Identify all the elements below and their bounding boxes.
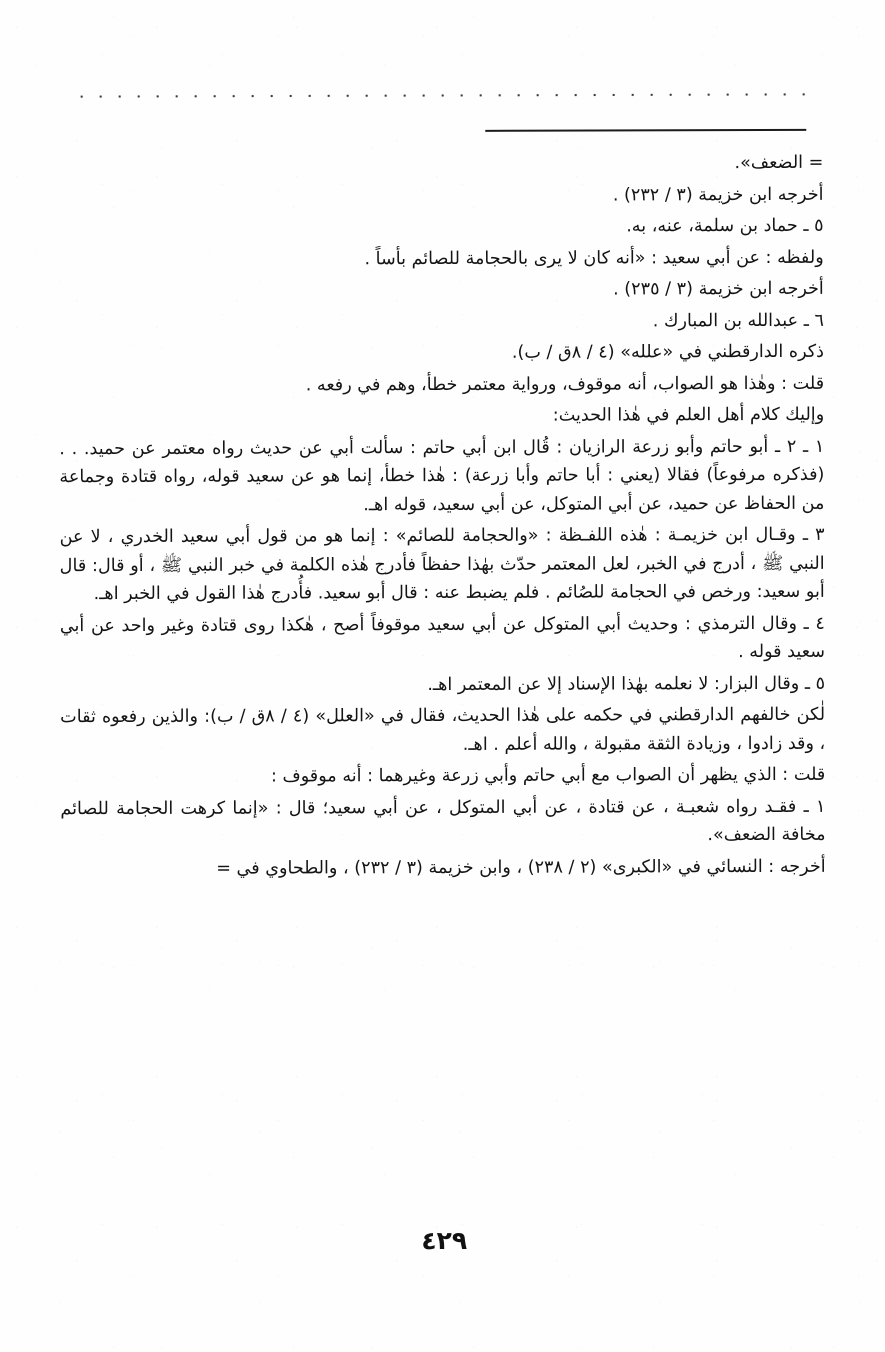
text-line: أخرجه ابن خزيمة (٣ / ٢٣٥) .	[613, 278, 824, 300]
text-line: أخرجه ابن خزيمة (٣ / ٢٣٢) .	[612, 184, 824, 205]
paragraph-item-1-b: ١ ـ فقـد رواه شعبـة ، عن قتادة ، عن أبي المتوكل ، عن أبي سعيد؛ قال : «إنما كرهت الحجامة للصائم مخافة الضعف».	[60, 796, 826, 846]
page-body	[58, 149, 825, 886]
paragraph-note-daraqutni: لٰكن خالفهم الدارقطني في حكمه على هٰذا الحديث، فقال في «العلل» (٤ / ٨ق / ب): والذين رفعوه ثقات ، وقد زادوا ، وزيادة الثقة مقبولة ، والله أعلم . اهـ.	[60, 704, 826, 755]
text-line: ولفظه : عن أبي سعيد : «أنه كان لا يرى بالحجامة للصائم بأساً .	[364, 247, 824, 269]
text-line: = الضعف».	[734, 152, 824, 174]
text-line: قلت : وهٰذا هو الصواب، أنه موقوف، ورواية معتمر خطأ، وهم في رفعه .	[305, 373, 825, 395]
paragraph-item-4: ٤ ـ وقال الترمذي : وحديث أبي المتوكل عن أبي سعيد موقوفاً أصح ، هٰكذا روى قتادة وغير واحد عن أبي سعيد قوله .	[59, 613, 825, 663]
header-dotted-rule	[72, 91, 809, 101]
text-line: ٦ ـ عبدالله بن المبارك .	[652, 310, 824, 331]
header-solid-rule	[485, 129, 806, 132]
text-line: وإليك كلام أهل العلم في هٰذا الحديث:	[552, 404, 825, 426]
paragraph-qultu: قلت : الذي يظهر أن الصواب مع أبي حاتم وأبي زرعة وغيرهما : أنه موقوف :	[270, 764, 826, 787]
page-number: ٤٢٩	[421, 1225, 468, 1256]
paragraph-item-1-2: ١ ـ ٢ ـ أبو حاتم وأبو زرعة الرازيان : قُال ابن أبي حاتم : سألت أبي عن حديث رواه معتمر عن حميد. . . (فذكره مرفوعاً) فقالا (يعني : أبا حاتم وأبا زرعة) : هٰذا خطأ، إنما هو عن سعيد قوله، رواه قتادة وجماعة من الحفاظ عن حميد، عن أبي المتوكل، عن أبي سعيد، قوله اهـ.	[59, 436, 825, 515]
paragraph-item-3: ٣ ـ وقـال ابن خزيمـة : هٰذه اللفـظة : «والحجامة للصائم» : إنما هو من قول أبي سعيد الخدري ، لا عن النبي ﷺ ، أدرج في الخبر، لعل المعتمر حدّث بهٰذا حفظاً فأدرج هٰذه الكلمة في خبر النبي ﷺ ، أو قال: قال أبو سعيد: ورخص في الحجامة للصُائم . فلم يضبط عنه : قال أبو سعيد. فأُدرج هٰذا القول في الخبر اهـ.	[59, 524, 825, 605]
text-line: ٥ ـ حماد بن سلمة، عنه، به.	[626, 215, 824, 237]
paragraph-item-5: ٥ ـ وقال البزار: لا نعلمه بهٰذا الإسناد إلا عن المعتمر اهـ.	[427, 673, 826, 695]
paragraph-takhrij: أخرجه : النسائي في «الكبرى» (٢ / ٢٣٨) ، وابن خزيمة (٣ / ٢٣٢) ، والطحاوي في =	[216, 856, 826, 879]
text-line: ذكره الدارقطني في «علله» (٤ / ٨ق / ب).	[511, 341, 825, 363]
